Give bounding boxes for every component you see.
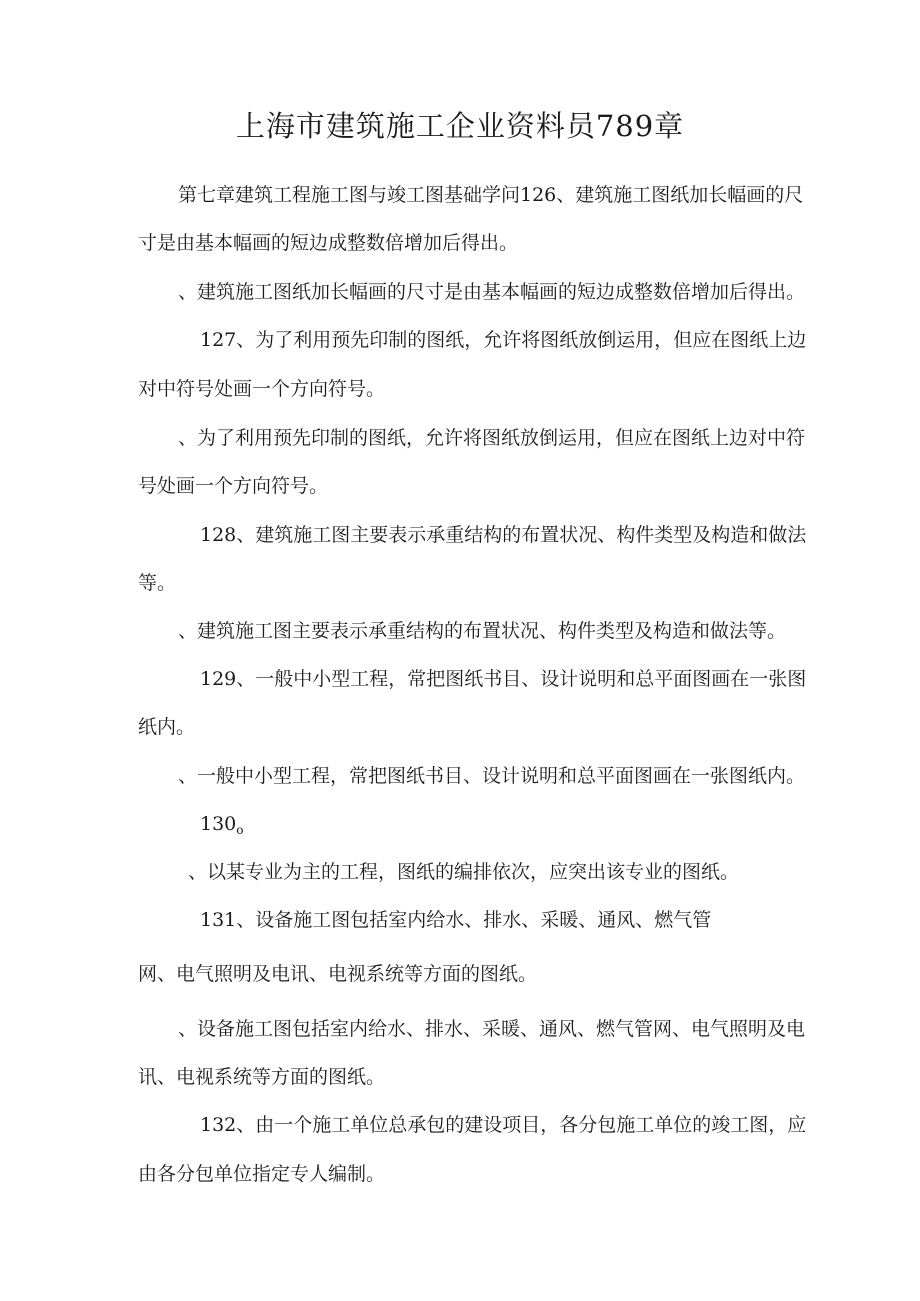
text-line: 讯、电视系统等方面的图纸。 [138,1066,386,1088]
text-line: 号处画一个方向符号。 [138,475,329,497]
text-line: 第七章建筑工程施工图与竣工图基础学问126、建筑施工图纸加长幅画的尺 [178,184,804,206]
document-title: 上海市建筑施工企业资料员789章 [235,109,685,143]
text-line: 131、设备施工图包括室内给水、排水、采暖、通风、燃气管 [200,909,712,931]
text-line: 、一般中小型工程，常把图纸书目、设计说明和总平面图画在一张图纸内。 [178,765,806,787]
text-line: 、设备施工图包括室内给水、排水、采暖、通风、燃气管网、电气照明及电 [178,1018,806,1040]
text-line: 128、建筑施工图主要表示承重结构的布置状况、构件类型及构造和做法 [200,524,807,546]
text-line: 129、一般中小型工程，常把图纸书目、设计说明和总平面图画在一张图 [200,668,807,690]
text-line-130-number: 130 [200,813,237,835]
text-line: 等。 [138,572,177,594]
text-line: 寸是由基本幅画的短边成整数倍增加后得出。 [138,232,519,254]
text-line: 纸内。 [138,716,196,738]
text-line: 、建筑施工图纸加长幅画的尺寸是由基本幅画的短边成整数倍增加后得出。 [178,281,806,303]
text-line: 对中符号处画一个方向符号。 [138,378,386,400]
text-line: 由各分包单位指定专人编制。 [138,1163,386,1185]
text-line: 、以某专业为主的工程，图纸的编排依次，应突出该专业的图纸。 [188,861,740,883]
text-line-130-suffix: o [236,823,244,837]
text-line: 网、电气照明及电讯、电视系统等方面的图纸。 [138,963,538,985]
text-line: 、为了利用预先印制的图纸，允许将图纸放倒运用，但应在图纸上边对中符 [178,427,806,449]
text-line: 127、为了利用预先印制的图纸，允许将图纸放倒运用，但应在图纸上边 [200,329,807,351]
text-line-130 [200,809,244,845]
text-line: 132、由一个施工单位总承包的建设项目，各分包施工单位的竣工图，应 [200,1114,807,1136]
text-line: 、建筑施工图主要表示承重结构的布置状况、构件类型及构造和做法等。 [178,620,787,642]
